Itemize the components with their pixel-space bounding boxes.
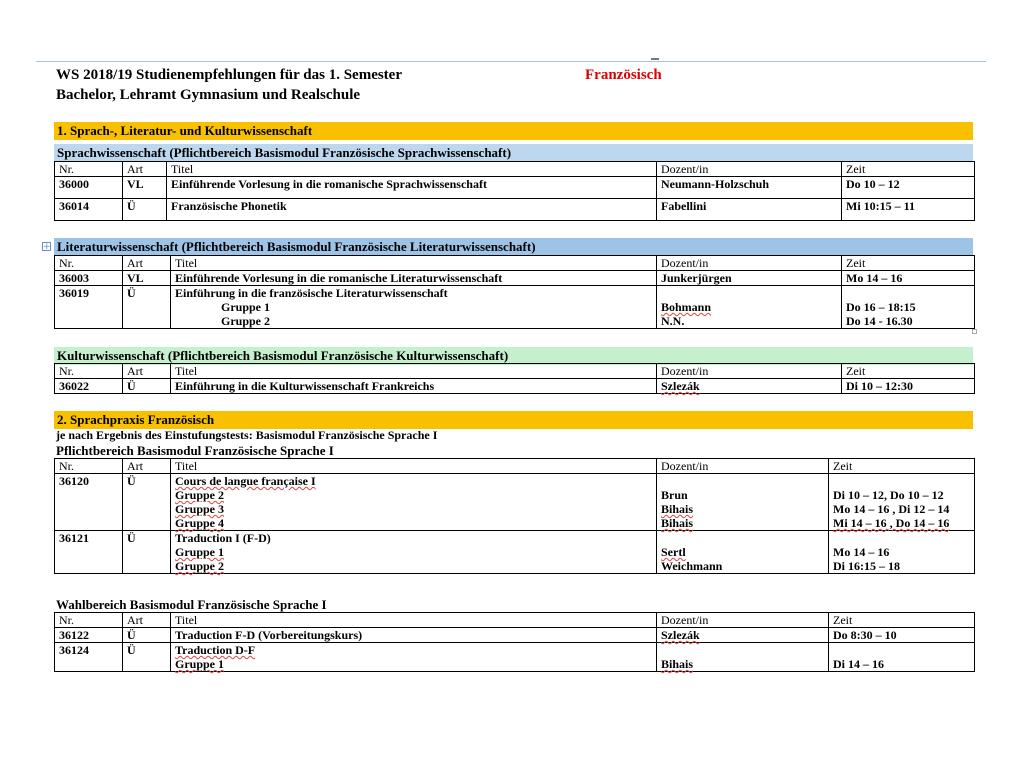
- table-row: [55, 643, 975, 672]
- group-label: Gruppe 1: [221, 300, 271, 314]
- col-nr: Nr.: [55, 162, 123, 177]
- col-dozent: Dozent/in: [657, 162, 842, 177]
- lecturer: Bihais: [661, 502, 694, 516]
- col-zeit: Zeit: [842, 256, 975, 271]
- lecturer: Weichmann: [661, 559, 723, 573]
- cell-art: Ü: [123, 474, 171, 531]
- cell-titel: Einführende Vorlesung in die romanische Literaturwissenschaft: [171, 271, 657, 286]
- pflichtbereich-label: Pflichtbereich Basismodul Französische Sprache I: [56, 443, 334, 458]
- time: Di 10 – 12, Do 10 – 12: [833, 488, 944, 502]
- cell-nr: 36019: [55, 286, 123, 329]
- kulturwiss-table: [54, 363, 975, 394]
- literaturwiss-table: [54, 255, 975, 329]
- page-title: WS 2018/19 Studienempfehlungen für das 1. Semester: [56, 67, 402, 83]
- lecturer: Szlezák: [661, 628, 700, 642]
- cell-titel: [171, 286, 657, 329]
- section2-note: je nach Ergebnis des Einstufungstests: Basismodul Französische Sprache I: [56, 428, 438, 442]
- cell-nr: 36124: [55, 643, 123, 672]
- cell-zeit: Mo 14 – 16: [842, 271, 975, 286]
- col-titel: Titel: [167, 162, 657, 177]
- lecturer: Szlezák: [661, 379, 700, 393]
- cell-titel: Einführung in die Kulturwissenschaft Frankreichs: [171, 379, 657, 394]
- col-art: Art: [123, 162, 167, 177]
- cell-art: Ü: [123, 379, 171, 394]
- cell-dozent: Neumann-Holzschuh: [657, 177, 842, 199]
- time: Mi 14 – 16 , Do 14 – 16: [833, 516, 950, 530]
- cell-dozent: [657, 643, 829, 672]
- section1-band: 1. Sprach-, Literatur- und Kulturwissenschaft: [54, 122, 973, 140]
- cell-art: Ü: [123, 531, 171, 574]
- cell-zeit: Do 8:30 – 10: [829, 628, 975, 643]
- cell-titel: [171, 643, 657, 672]
- lecturer: N.N.: [661, 314, 685, 328]
- col-dozent: Dozent/in: [657, 364, 842, 379]
- cell-zeit: [829, 643, 975, 672]
- col-titel: Titel: [171, 256, 657, 271]
- cell-titel: Traduction F-D (Vorbereitungskurs): [171, 628, 657, 643]
- lecturer: Brun: [661, 488, 688, 502]
- cell-art: Ü: [123, 286, 171, 329]
- section2-band: 2. Sprachpraxis Französisch: [54, 411, 973, 429]
- table-row: [55, 628, 975, 643]
- lecturer: Bohmann: [661, 300, 712, 314]
- col-zeit: Zeit: [829, 613, 975, 628]
- sprachpraxis-table: [54, 458, 975, 574]
- table-header-row: [55, 613, 975, 628]
- group-label: Gruppe 2: [221, 314, 271, 328]
- col-nr: Nr.: [55, 459, 123, 474]
- wahlbereich-table: [54, 612, 975, 672]
- cell-nr: 36014: [55, 199, 123, 221]
- table-row: [55, 379, 975, 394]
- table-header-row: [55, 256, 975, 271]
- cell-dozent: Fabellini: [657, 199, 842, 221]
- col-art: Art: [123, 256, 171, 271]
- cell-art: Ü: [123, 199, 167, 221]
- lecturer: Sertl: [661, 545, 686, 559]
- table-header-row: [55, 162, 975, 177]
- group-label: Gruppe 3: [175, 502, 225, 516]
- cell-zeit: Do 10 – 12: [842, 177, 975, 199]
- col-zeit: Zeit: [842, 364, 975, 379]
- cell-nr: 36122: [55, 628, 123, 643]
- col-zeit: Zeit: [829, 459, 975, 474]
- col-zeit: Zeit: [842, 162, 975, 177]
- table-row: [55, 286, 975, 329]
- wahlbereich-label: Wahlbereich Basismodul Französische Sprache I: [56, 597, 327, 612]
- corner-mark: [972, 329, 977, 334]
- col-art: Art: [123, 459, 171, 474]
- kulturwiss-band: Kulturwissenschaft (Pflichtbereich Basismodul Französische Kulturwissenschaft): [54, 347, 973, 365]
- cell-titel: Französische Phonetik: [167, 199, 657, 221]
- col-dozent: Dozent/in: [657, 613, 829, 628]
- sprachwiss-band: Sprachwissenschaft (Pflichtbereich Basismodul Französische Sprachwissenschaft): [54, 144, 973, 162]
- cell-titel: [171, 474, 657, 531]
- time: Di 16:15 – 18: [833, 559, 900, 573]
- cell-art: VL: [123, 271, 171, 286]
- col-art: Art: [123, 364, 171, 379]
- cell-nr: 36022: [55, 379, 123, 394]
- cell-dozent: [657, 628, 829, 643]
- course-title: Traduction I (F-D): [175, 531, 271, 545]
- course-title: Cours de langue française I: [175, 474, 316, 488]
- table-row: [55, 474, 975, 531]
- cell-zeit: [829, 474, 975, 531]
- cell-nr: 36000: [55, 177, 123, 199]
- expand-icon[interactable]: +: [43, 242, 51, 252]
- cell-zeit: Mi 10:15 – 11: [842, 199, 975, 221]
- cell-dozent: [657, 379, 842, 394]
- cell-nr: 36003: [55, 271, 123, 286]
- col-titel: Titel: [171, 459, 657, 474]
- table-row: [55, 531, 975, 574]
- cell-zeit: [842, 286, 975, 329]
- col-nr: Nr.: [55, 613, 123, 628]
- lecturer: Bihais: [661, 657, 694, 671]
- time: Mo 14 – 16 , Di 12 – 14: [833, 502, 950, 516]
- cell-dozent: [657, 286, 842, 329]
- language-label: Französisch: [585, 67, 662, 83]
- col-titel: Titel: [171, 364, 657, 379]
- group-label: Gruppe 4: [175, 516, 225, 530]
- top-rule: [36, 61, 986, 62]
- col-dozent: Dozent/in: [657, 256, 842, 271]
- course-title: Traduction D-F: [175, 643, 256, 657]
- col-nr: Nr.: [55, 364, 123, 379]
- group-label: Gruppe 2: [175, 559, 225, 573]
- cell-art: Ü: [123, 643, 171, 672]
- literaturwiss-band: Literaturwissenschaft (Pflichtbereich Basismodul Französische Literaturwissenschaft): [54, 238, 973, 256]
- group-label: Gruppe 2: [175, 488, 225, 502]
- page-subtitle: Bachelor, Lehramt Gymnasium und Realschule: [56, 87, 361, 103]
- time: Di 14 – 16: [833, 657, 884, 671]
- cell-titel: Einführende Vorlesung in die romanische Sprachwissenschaft: [167, 177, 657, 199]
- time: Mo 14 – 16: [833, 545, 890, 559]
- table-row: [55, 199, 975, 221]
- cell-art: VL: [123, 177, 167, 199]
- course-title: Einführung in die französische Literaturwissenschaft: [175, 286, 448, 300]
- cell-dozent: [657, 531, 829, 574]
- col-dozent: Dozent/in: [657, 459, 829, 474]
- table-header-row: [55, 459, 975, 474]
- lecturer: Bihais: [661, 516, 694, 530]
- table-header-row: [55, 364, 975, 379]
- cell-dozent: [657, 474, 829, 531]
- cell-art: Ü: [123, 628, 171, 643]
- table-row: [55, 177, 975, 199]
- cell-dozent: Junkerjürgen: [657, 271, 842, 286]
- cell-zeit: [829, 531, 975, 574]
- cell-nr: 36120: [55, 474, 123, 531]
- time: Do 14 - 16.30: [846, 314, 913, 328]
- col-titel: Titel: [171, 613, 657, 628]
- group-label: Gruppe 1: [175, 657, 225, 671]
- top-mark: [651, 58, 659, 60]
- col-nr: Nr.: [55, 256, 123, 271]
- cell-zeit: Di 10 – 12:30: [842, 379, 975, 394]
- sprachwiss-table: [54, 161, 975, 221]
- time: Do 16 – 18:15: [846, 300, 916, 314]
- cell-titel: [171, 531, 657, 574]
- cell-nr: 36121: [55, 531, 123, 574]
- col-art: Art: [123, 613, 171, 628]
- group-label: Gruppe 1: [175, 545, 225, 559]
- table-row: [55, 271, 975, 286]
